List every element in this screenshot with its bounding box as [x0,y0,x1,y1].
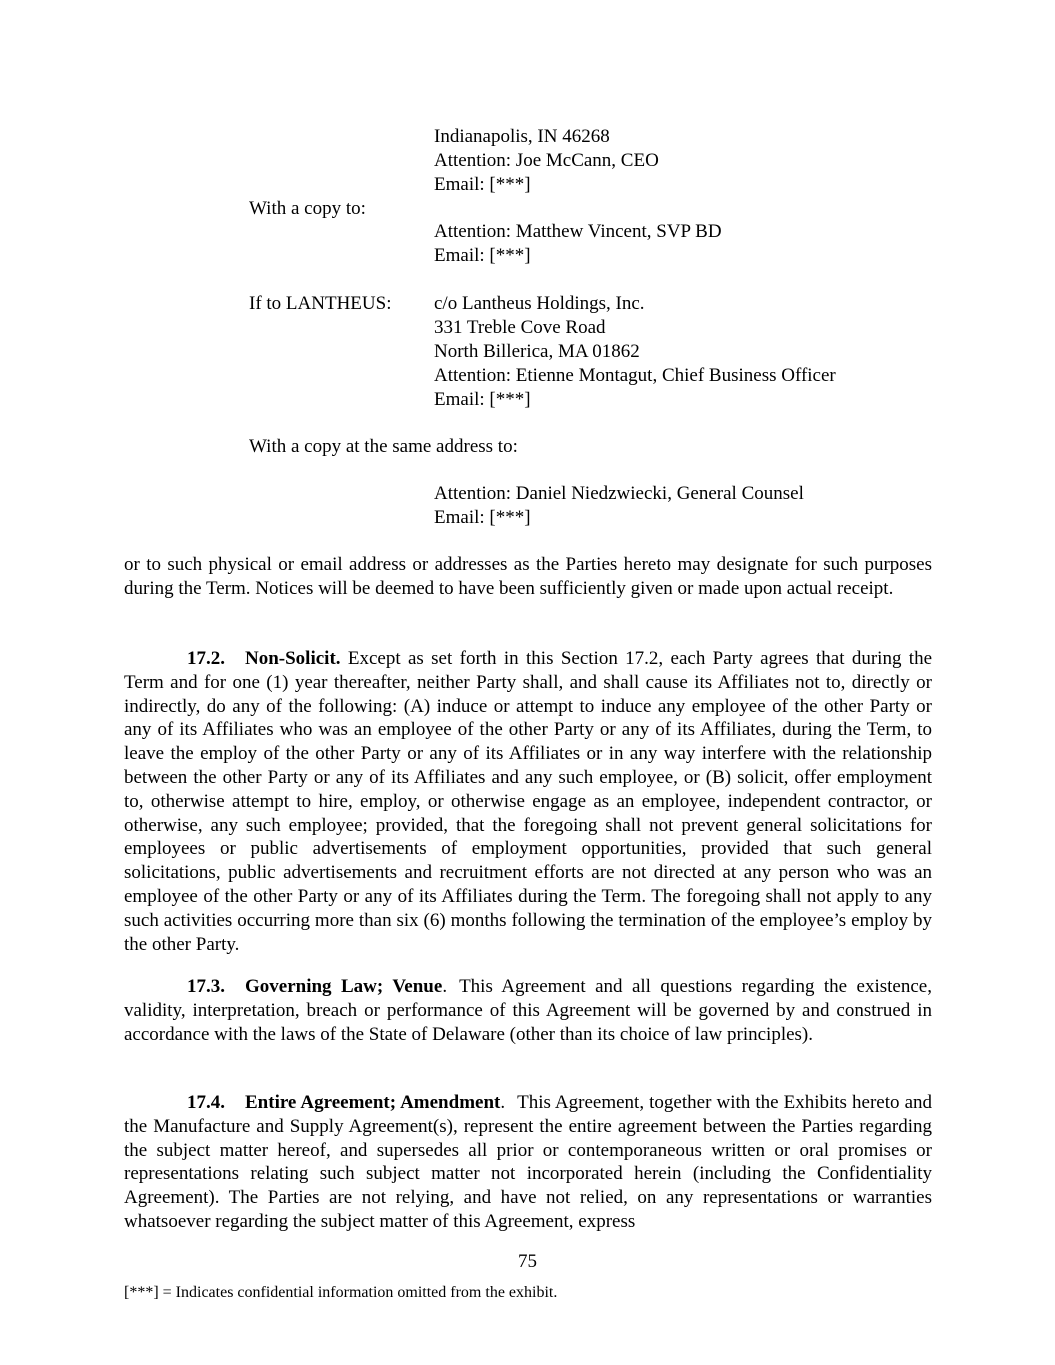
address-line: Email: [***] [434,245,531,266]
section-heading: Governing Law; Venue [245,976,443,997]
address-line: Attention: Joe McCann, CEO [434,150,659,171]
copy-label: With a copy to: [249,198,366,219]
section-body: Except as set forth in this Section 17.2, each Party agrees that during the Term and for one (1) year thereafter, neither Party shall, and shall cause its Affiliates not to, directly or indirectly, do any of the following: (A) induce or attempt to induce any employee of the other Party or any of its Affiliates who was an employee of the other Party or any of its Affiliates, during the Term, to leave the employ of the other Party or any of its Affiliates or in any way interfere with the relationship between the other Party or any of its Affiliates and any such employee, or (B) solicit, offer employment to, otherwise attempt to hire, employ, or otherwise engage as an employee, independent contractor, or otherwise, any such employee; provided, that the foregoing shall not prevent general solicitations for employees or public advertisements of employment opportunities, provided that such general solicitations, public advertisements and recruitment efforts are not directed at any person who was an employee of the other Party or any of its Affiliates during the Term. The foregoing shall not apply to any such activities occurring more than six (6) months following the termination of the employee’s employ by the other Party. [124,648,933,955]
address-line: Attention: Matthew Vincent, SVP BD [434,221,722,242]
address-line: North Billerica, MA 01862 [434,341,640,362]
section-number: 17.3. [187,976,225,997]
section-body: This Agreement, together with the Exhibits hereto and the Manufacture and Supply Agreement(s), represent the entire agreement between the Parties regarding the subject matter hereof, and supersedes all prior or contemporaneous written or oral promises or representations relating such subject matter not incorporated herein (including the Confidentiality Agreement). The Parties are not relying, and have not relied, on any representations or warranties whatsoever regarding the subject matter of this Agreement, express [124,1092,933,1232]
address-line: 331 Treble Cove Road [434,317,606,338]
address-line: Email: [***] [434,389,531,410]
section-17-4: 17.4. Entire Agreement; Amendment. This Agreement, together with the Exhibits hereto and the Manufacture and Supply Agreement(s), represent the entire agreement between the Parties regarding the subject matter hereof, and supersedes all prior or contemporaneous written or oral promises or representations relating such subject matter not incorporated herein (including the Confidentiality Agreement). The Parties are not relying, and have not relied, on any representations or warranties whatsoever regarding the subject matter of this Agreement, express [124,1092,933,1232]
notice-closing-paragraph: or to such physical or email address or addresses as the Parties hereto may designate for such purposes during the Term. Notices will be deemed to have been sufficiently given or made upon actual receipt. [124,554,932,599]
address-line: Email: [***] [434,507,531,528]
section-body: This Agreement and all questions regarding the existence, validity, interpretation, breach or performance of this Agreement will be governed by and construed in accordance with the laws of the State of Delaware (other than its choice of law principles). [124,976,932,1045]
section-17-3: 17.3. Governing Law; Venue. This Agreement and all questions regarding the existence, validity, interpretation, breach or performance of this Agreement will be governed by and construed in accordance with the laws of the State of Delaware (other than its choice of law principles). [124,976,932,1045]
address-line: Indianapolis, IN 46268 [434,126,610,147]
section-heading: Non-Solicit. [245,648,341,669]
address-line: Attention: Etienne Montagut, Chief Business Officer [434,365,836,386]
lantheus-label: If to LANTHEUS: [249,293,392,314]
same-address-label: With a copy at the same address to: [249,436,518,457]
page-number: 75 [518,1251,537,1272]
section-number: 17.4. [187,1092,225,1113]
address-line: Attention: Daniel Niedzwiecki, General Counsel [434,483,804,504]
address-line: Email: [***] [434,174,531,195]
section-17-2 [124,647,932,956]
footnote: [***] = Indicates confidential information omitted from the exhibit. [124,1284,558,1301]
section-heading: Entire Agreement; Amendment [245,1092,501,1113]
section-number: 17.2. [187,648,225,669]
address-line: c/o Lantheus Holdings, Inc. [434,293,645,314]
